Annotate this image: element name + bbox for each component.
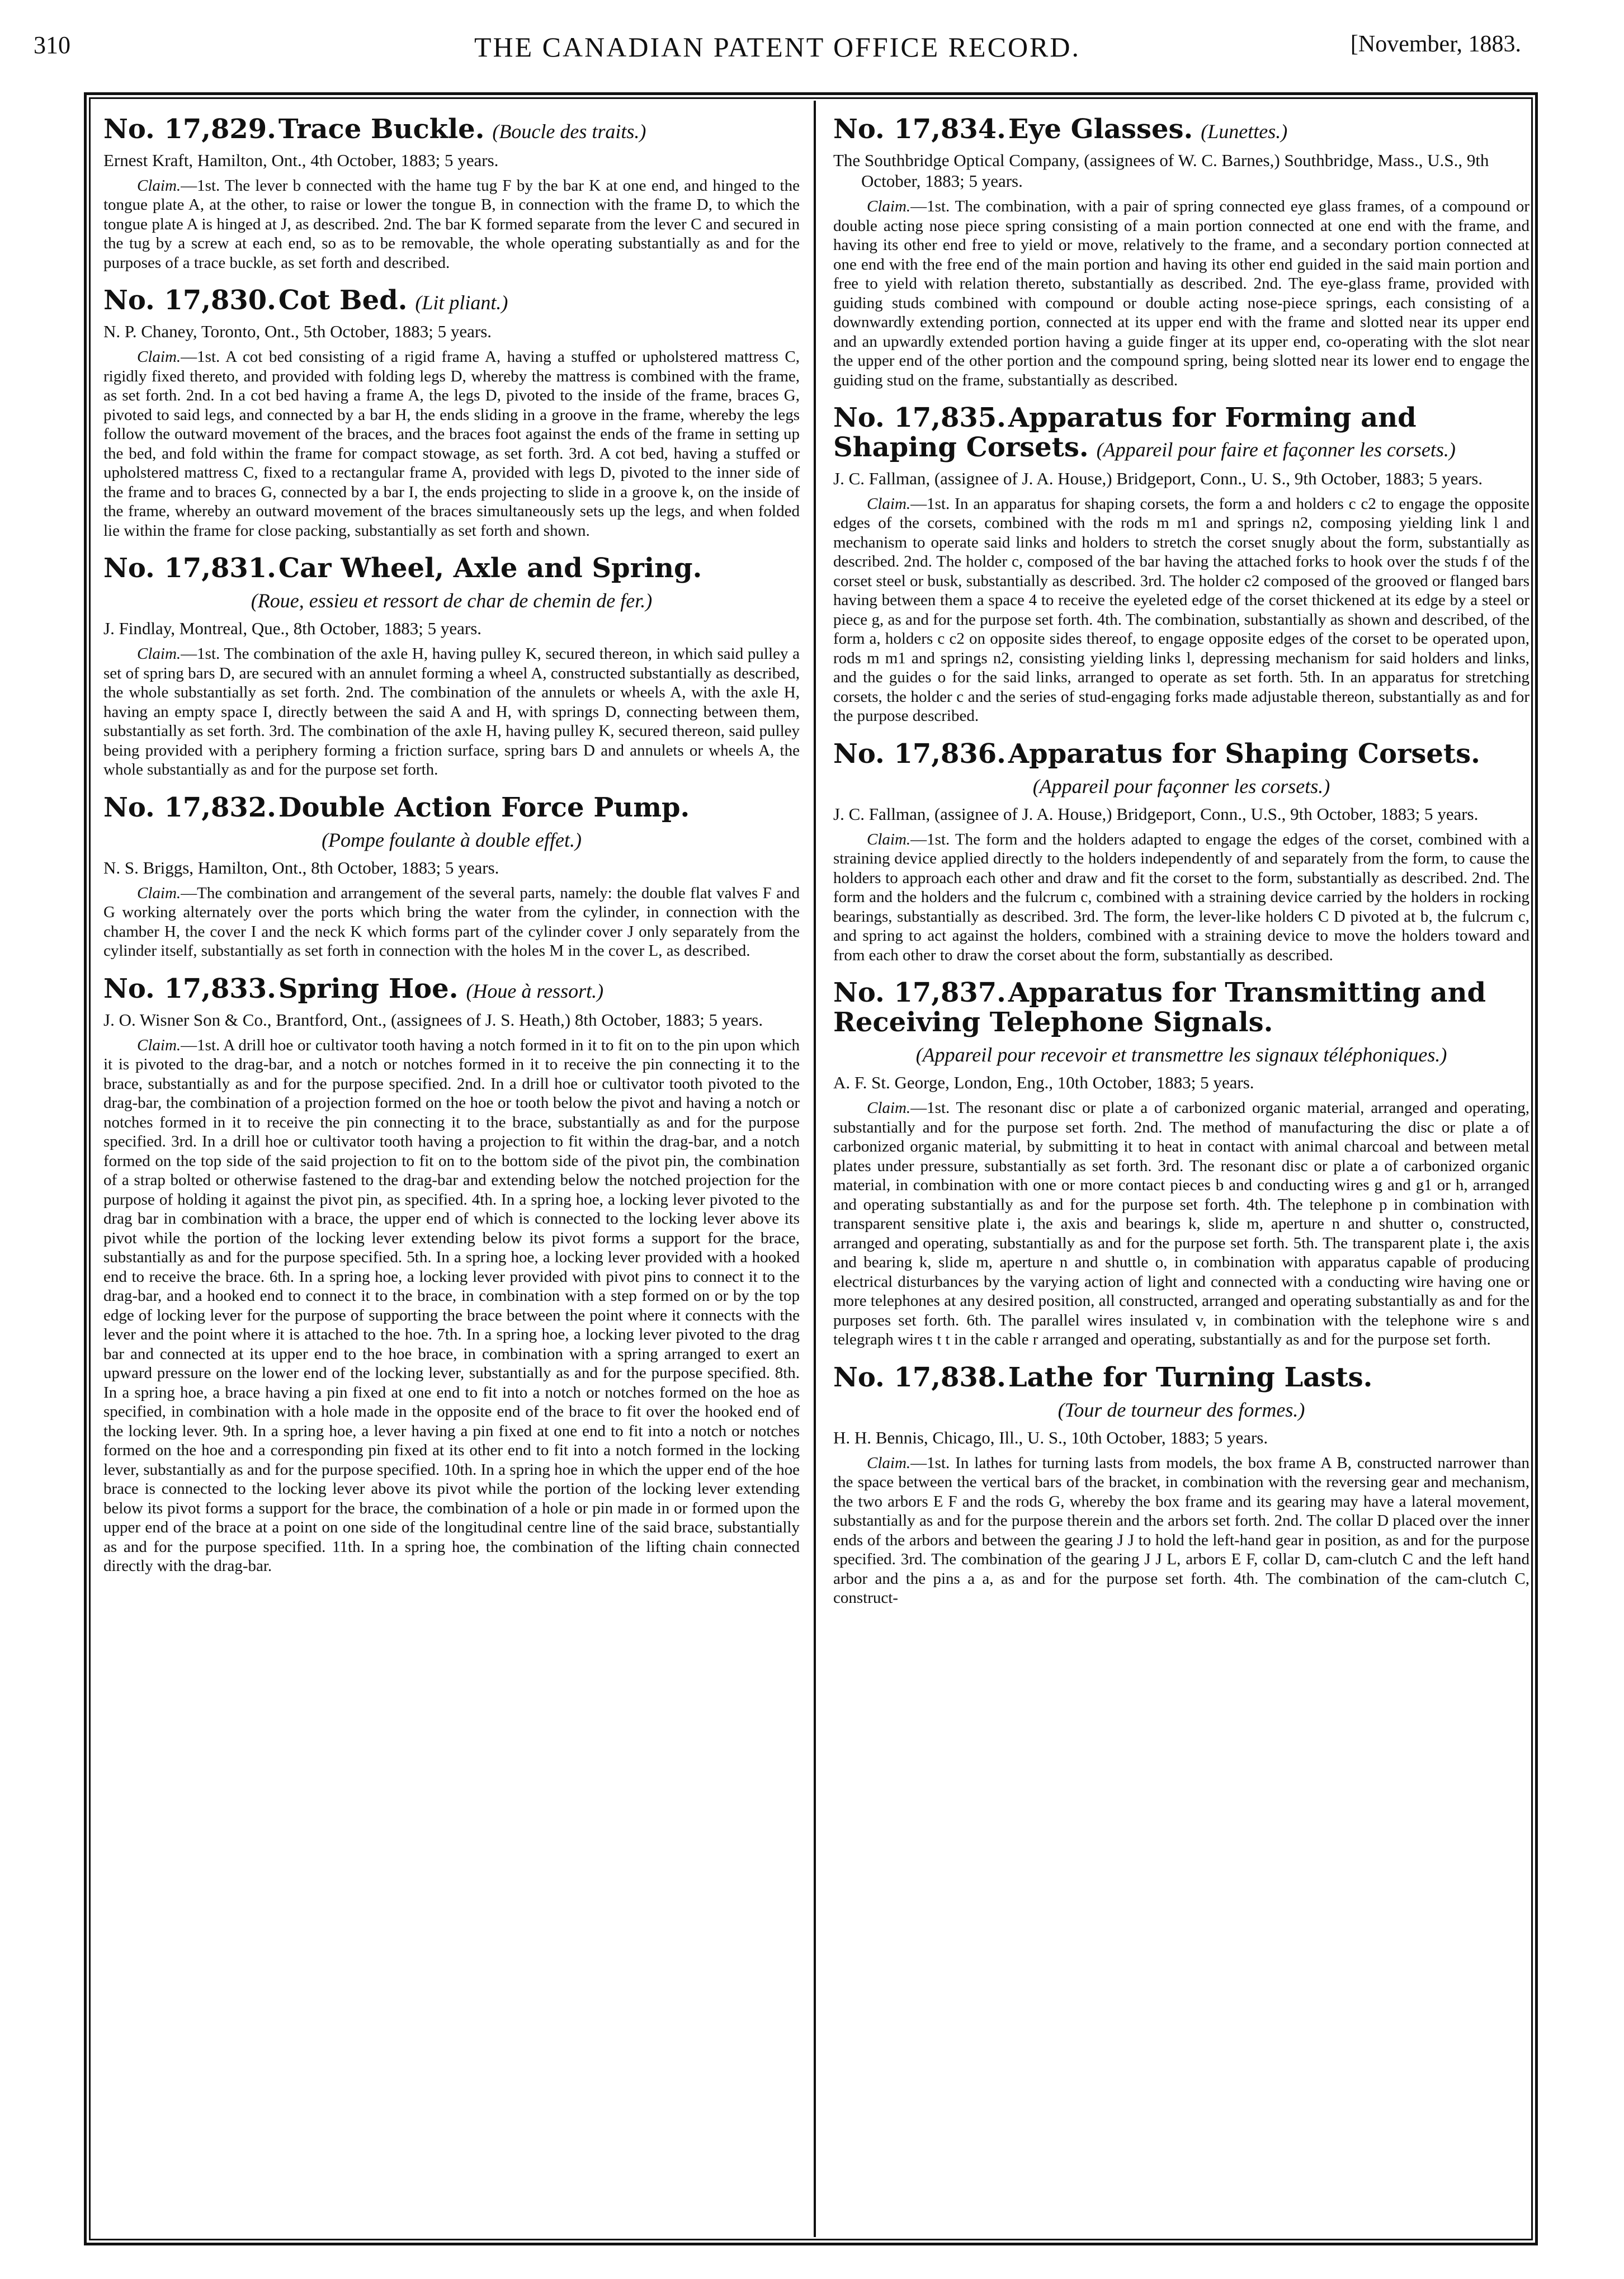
- patent-title: Cot Bed.: [278, 285, 408, 317]
- claim-text: [103, 176, 800, 273]
- patent-number: No. 17,838.: [833, 1361, 1006, 1393]
- french-title: (Pompe foulante à double effet.): [322, 828, 582, 851]
- claim-label: Claim.: [867, 1099, 911, 1117]
- inventor-line: J. Findlay, Montreal, Que., 8th October, 1883; 5 years.: [103, 619, 482, 639]
- claim-body: —1st. A drill hoe or cultivator tooth having a notch formed in it to fit on to the pin upon which it is pivoted to the drag-bar, and a notch or notches formed in it to receive the pin connecting it to the brace, substantially as and for the purpose specified. 2nd. In a drill hoe or cultivator tooth pivoted to the drag-bar, the combination of a projection formed on the hoe or tooth below the pivot and having a notch or notches formed in it to receive the pin connecting it to the brace, substantially as and for the purpose specified. 3rd. In a drill hoe or cultivator tooth having a projection to fit within the drag-bar, and a notch formed on the top side of the said projection to fit on to the bottom side of the pivot pin, the combination of a strap bolted or otherwise fastened to the drag-bar and extending below the notched projection for the purpose of holding it against the pivot pin, as specified. 4th. In a spring hoe, a locking lever pivoted to the drag bar in combination with a brace, the upper end of which is connected to the locking lever above its pivot while the portion of the locking lever extending below its pivot forms a support for the brace, substantially as and for the purpose specified. 5th. In a spring hoe, a locking lever provided with a hooked end to receive the brace. 6th. In a spring hoe, a locking lever provided with pivot pins to connect it to the drag-bar, and a hooked end to connect it to the brace, in combination with a step formed on or by the top edge of locking lever for the purpose of supporting the brace between the point where it connects with the lever and the point where it is attached to the hoe. 7th. In a spring hoe, a locking lever pivoted to the drag bar and connected at its upper end to the hoe brace, in combination with a spring arranged to exert an upward pressure on the lower end of the locking lever, substantially as and for the purpose specified. 8th. In a spring hoe, a brace having a pin fixed at one end to fit into a notch or notches formed on the hoe as specified, in combination with a hole made in the opposite end of the brace to fit over the hooked end of the locking lever. 9th. In a spring hoe, a lever having a pin fixed at one end to fit into a notch or notches formed on the hoe and a corresponding pin fixed at its other end to fit into a notch formed in the locking lever, substantially as and for the purpose specified. 10th. In a spring hoe in which the upper end of the hoe brace is connected to the locking lever above its pivot while the portion of the locking lever extending below its pivot forms a support for the brace, the combination of a hole or pin made in or formed upon the upper end of the brace at a point on one side of the longitudinal centre line of the said brace, substantially as and for the purpose specified. 11th. In a spring hoe, the combination of the lifting chain connected directly with the drag-bar.: [103, 1036, 800, 1575]
- claim-label: Claim.: [137, 645, 181, 663]
- claim-body: —1st. The combination of the axle H, having pulley K, secured thereon, in which said pulley a set of spring bars D, are secured with an annulet forming a wheel A, constructed substantially as described, the whole substantially as set forth. 2nd. The combination of the annulets or wheels A, with the axle H, having an empty space I, directly between the said A and H, with springs D, connecting between them, substantially as set forth. 3rd. The combination of the axle H, having pulley K, secured thereon, said pulley being provided with a periphery forming a friction surface, spring bars D and annulets or wheels A, the whole substantially as and for the purpose set forth.: [103, 645, 800, 779]
- claim-body: —1st. The combination, with a pair of spring connected eye glass frames, of a compound or double acting nose piece spring consisting of a main portion connected at one end with the frame, and having its other end free to yield or move, relatively to the frame, and a secondary portion connected at one end with the free end of the main portion and having its other end guided in the said main portion and free to yield with relation thereto, substantially as described. 2nd. The eye-glass frame, provided with guiding studs combined with compound or double acting nose-piece springs, each consisting of a downwardly extending portion, connected at its upper end with the frame and slotted near its upper end and an upwardly extended portion having a guide finger at its upper end, co-operating with the slot near the upper end of the other portion and the compound spring, being slotted near its lower end to engage the guiding stud on the frame, substantially as described.: [833, 197, 1529, 389]
- inventor-line: H. H. Bennis, Chicago, Ill., U. S., 10th October, 1883; 5 years.: [833, 1427, 1268, 1447]
- french-title: (Roue, essieu et ressort de char de chemin de fer.): [251, 589, 653, 612]
- french-title: (Appareil pour façonner les corsets.): [1032, 775, 1330, 798]
- claim-label: Claim.: [137, 884, 181, 902]
- claim-label: Claim.: [137, 1036, 181, 1054]
- inventor-line: N. S. Briggs, Hamilton, Ont., 8th October, 1883; 5 years.: [103, 857, 499, 877]
- claim-body: —1st. A cot bed consisting of a rigid frame A, having a stuffed or upholstered mattress C, rigidly fixed thereto, and provided with folding legs D, whereby the mattress is combined with the frame, as set forth. 2nd. In a cot bed having a frame A, the legs D, pivoted to the inside of the frame, braces G, pivoted to said legs, and connected by a bar H, the ends sliding in a groove in the frame, whereby the legs follow the outward movement of the braces, and the braces foot against the ends of the frame in setting up the bed, and fold within the frame for compact stowage, as set forth. 3rd. A cot bed, having a stuffed or upholstered mattress C, fixed to a rectangular frame A, provided with legs D, pivoted to the inner side of the frame and to braces G, connected by a bar I, the ends projecting to slide in a groove k, on the inside of the frame, whereby an outward movement of the braces simultaneously sets up the legs, and when folded lie within the frame for close packing, substantially as set forth and shown.: [103, 348, 800, 540]
- patent-title: Apparatus for Forming and Shaping Corsets.: [833, 402, 1417, 463]
- claim-label: Claim.: [867, 830, 911, 848]
- patent-title: Lathe for Turning Lasts.: [1008, 1361, 1373, 1393]
- inventor-line: Ernest Kraft, Hamilton, Ont., 4th October, 1883; 5 years.: [103, 150, 499, 170]
- right-column: [833, 115, 1529, 2229]
- patent-entry-17833: [103, 974, 800, 1576]
- patent-title: Car Wheel, Axle and Spring.: [278, 553, 702, 584]
- inventor-line: J. C. Fallman, (assignee of J. A. House,) Bridgeport, Conn., U. S., 9th October, 1883; 5 years.: [833, 468, 1483, 488]
- patent-title: Trace Buckle.: [278, 115, 485, 145]
- patent-entry-17835: [833, 403, 1529, 726]
- issue-date: [November, 1883.: [1350, 31, 1521, 57]
- claim-body: —1st. In an apparatus for shaping corsets, the form a and holders c c2 to engage the opposite edges of the corsets, combined with the rods m m1 and springs n2, composing yielding link l and mechanism to operate said links and holders to stretch the corset snugly about the form, substantially as described. 2nd. The holder c, composed of the bar having the attached forks to hook over the studs f of the corset steel or busk, substantially as described. 3rd. The holder c2 composed of the grooved or flanged bars having between them a space 4 to receive the eyeleted edge of the corset thickened at its edge by a steel or piece g, as and for the purpose set forth. 4th. The combination, substantially as shown and described, of the form a, holders c c2 on opposite sides thereof, to engage opposite edges of the corset to be operated upon, rods m m1 and springs n2, consisting yielding links l, depressing mechanism for said holders and links, and the guides o for the said links, arranged to operate as set forth. 5th. In an apparatus for stretching corsets, the holder c and the series of stud-engaging forks made adjustable thereon, substantially as and for the purpose described.: [833, 494, 1529, 725]
- entry-heading: [103, 793, 800, 823]
- claim-text: [103, 1036, 800, 1576]
- patent-entry-17830: [103, 286, 800, 540]
- claim-text: [833, 1098, 1529, 1350]
- patent-number: No. 17,830.: [103, 285, 276, 317]
- patent-entry-17829: [103, 115, 800, 272]
- patent-number: No. 17,833.: [103, 973, 276, 1004]
- claim-label: Claim.: [137, 348, 181, 366]
- patent-title: Apparatus for Transmitting and Receiving Telephone Signals.: [833, 977, 1486, 1039]
- claim-label: Claim.: [867, 197, 911, 216]
- claim-text: [833, 1454, 1529, 1608]
- patent-number: No. 17,829.: [103, 115, 276, 145]
- page-number: 310: [34, 31, 70, 59]
- patent-entry-17838: [833, 1363, 1529, 1608]
- patent-number: No. 17,832.: [103, 791, 276, 823]
- patent-number: No. 17,835.: [833, 402, 1006, 434]
- claim-label: Claim.: [867, 494, 911, 513]
- entry-heading: [103, 286, 800, 315]
- entry-heading: [833, 115, 1529, 144]
- entry-heading: [833, 1363, 1529, 1393]
- french-title: (Appareil pour faire et façonner les corsets.): [1096, 438, 1456, 461]
- patent-title: Spring Hoe.: [278, 973, 459, 1004]
- journal-title: THE CANADIAN PATENT OFFICE RECORD.: [474, 31, 1081, 63]
- inventor-line: N. P. Chaney, Toronto, Ont., 5th October, 1883; 5 years.: [103, 322, 492, 342]
- claim-body: —1st. The form and the holders adapted to engage the edges of the corset, combined with a straining device applied directly to the holders independently of and separately from the form, to cause the holders to approach each other and draw and fit the corset to the form, substantially as described. 2nd. The form and the holders and the fulcrum c, combined with a straining device carried by the holders in rocking bearings, substantially as described. 3rd. The form, the lever-like holders C D pivoted at b, the fulcrum c, and spring to act against the holders, combined with a straining device to move the holders toward and from each other to draw the corset about the form, substantially as described.: [833, 830, 1529, 964]
- entry-heading: [103, 974, 800, 1004]
- entry-heading: [833, 978, 1529, 1037]
- patent-entry-17831: [103, 554, 800, 779]
- patent-number: No. 17,837.: [833, 977, 1006, 1009]
- claim-label: Claim.: [137, 176, 181, 195]
- inventor-line: A. F. St. George, London, Eng., 10th October, 1883; 5 years.: [833, 1073, 1254, 1093]
- claim-body: —The combination and arrangement of the several parts, namely: the double flat valves F and G working alternately over the ports which bring the water from the cylinder, in connection with the chamber H, the cover I and the neck K which forms part of the cylinder cover J only separately from the cylinder itself, substantially as set forth in connection with the holes M in the cover L, as described.: [103, 884, 800, 960]
- french-title: (Houe à ressort.): [466, 979, 604, 1002]
- claim-text: [103, 644, 800, 780]
- claim-text: [833, 197, 1529, 390]
- claim-text: [833, 494, 1529, 726]
- french-title: (Lit pliant.): [415, 291, 508, 314]
- french-title: (Lunettes.): [1201, 120, 1288, 143]
- french-title: (Boucle des traits.): [492, 120, 646, 143]
- entry-heading: [103, 115, 800, 144]
- entry-heading: [833, 739, 1529, 769]
- claim-label: Claim.: [867, 1454, 911, 1472]
- patent-number: No. 17,834.: [833, 115, 1006, 145]
- french-title: (Tour de tourneur des formes.): [1058, 1398, 1305, 1421]
- patent-entry-17836: [833, 739, 1529, 965]
- claim-body: —1st. In lathes for turning lasts from models, the box frame A B, constructed narrower than the space between the vertical bars of the bracket, in combination with the reversing gear and mechanism, the two arbors E F and the rods G, whereby the box frame and its gearing may have a lateral movement, substantially as and for the purpose therein and the arbors set forth. 2nd. The collar D placed over the inner ends of the arbors and between the gearing J J to hold the left-hand gear in position, as and for the purpose specified. 3rd. The combination of the gearing J J L, arbors E F, collar D, cam-clutch C and the left hand arbor and the pins a a, as and for the purpose set forth. 4th. The combination of the cam-clutch C, construct-: [833, 1454, 1529, 1607]
- entry-heading: [833, 403, 1529, 463]
- patent-title: Eye Glasses.: [1008, 115, 1193, 145]
- page-header: [34, 31, 1521, 76]
- patent-entry-17834: [833, 115, 1529, 390]
- left-column: [103, 115, 800, 2229]
- patent-title: Apparatus for Shaping Corsets.: [1008, 738, 1480, 770]
- patent-entry-17832: [103, 793, 800, 961]
- french-title: (Appareil pour recevoir et transmettre les signaux téléphoniques.): [915, 1044, 1447, 1067]
- claim-text: [103, 884, 800, 961]
- entry-heading: [103, 554, 800, 583]
- inventor-line: J. C. Fallman, (assignee of J. A. House,) Bridgeport, Conn., U.S., 9th October, 1883; 5 years.: [833, 804, 1479, 824]
- claim-body: —1st. The resonant disc or plate a of carbonized organic material, arranged and operating, substantially and for the purpose set forth. 2nd. The method of manufacturing the disc or plate a of carbonized organic material, by submitting it to heat in contact with animal charcoal and between metal plates under pressure, substantially as set forth. 3rd. The resonant disc or plate a of carbonized organic material, in combination with one or more contact pieces b and conducting wires g and g1 or h, arranged and operating substantially as and for the purpose set forth. 4th. The telephone p in combination with transparent sensitive plate i, the axis and bearings k, slide m, aperture n and shutter o, constructed, arranged and operating, substantially as and for the purpose set forth. 5th. The transparent plate i, the axis and bearing k, slide m, aperture n and shuttle o, in combination with apparatus capable of producing electrical disturbances by the varying action of light and connected with a conducting wire having one or more telephones at any desired position, all constructed, arranged and operating substantially as and for the purposes set forth. 6th. The parallel wires insulated v, in combination with the telephone wire s and telegraph wires t t in the cable r arranged and operating, substantially as and for the purpose set forth.: [833, 1099, 1529, 1349]
- claim-text: [833, 830, 1529, 965]
- claim-body: —1st. The lever b connected with the hame tug F by the bar K at one end, and hinged to the tongue plate A, at the other, to raise or lower the tongue B, in connection with the frame D, to which the tongue plate A is hinged at J, as described. 2nd. The bar K formed separate from the lever C and secured in the tug by a screw at each end, so as to be removable, the whole operating substantially as and for the purposes of a trace buckle, as set forth and described.: [103, 176, 800, 272]
- inventor-line: The Southbridge Optical Company, (assignees of W. C. Barnes,) Southbridge, Mass., U.S., 9th October, 1883; 5 years.: [833, 150, 1489, 191]
- patent-number: No. 17,831.: [103, 553, 276, 584]
- patent-entry-17837: [833, 978, 1529, 1349]
- claim-text: [103, 347, 800, 540]
- patent-title: Double Action Force Pump.: [278, 791, 690, 823]
- inventor-line: J. O. Wisner Son & Co., Brantford, Ont., (assignees of J. S. Heath,) 8th October, 1883; 5 years.: [103, 1009, 763, 1030]
- patent-number: No. 17,836.: [833, 738, 1006, 770]
- column-divider: [814, 101, 816, 2237]
